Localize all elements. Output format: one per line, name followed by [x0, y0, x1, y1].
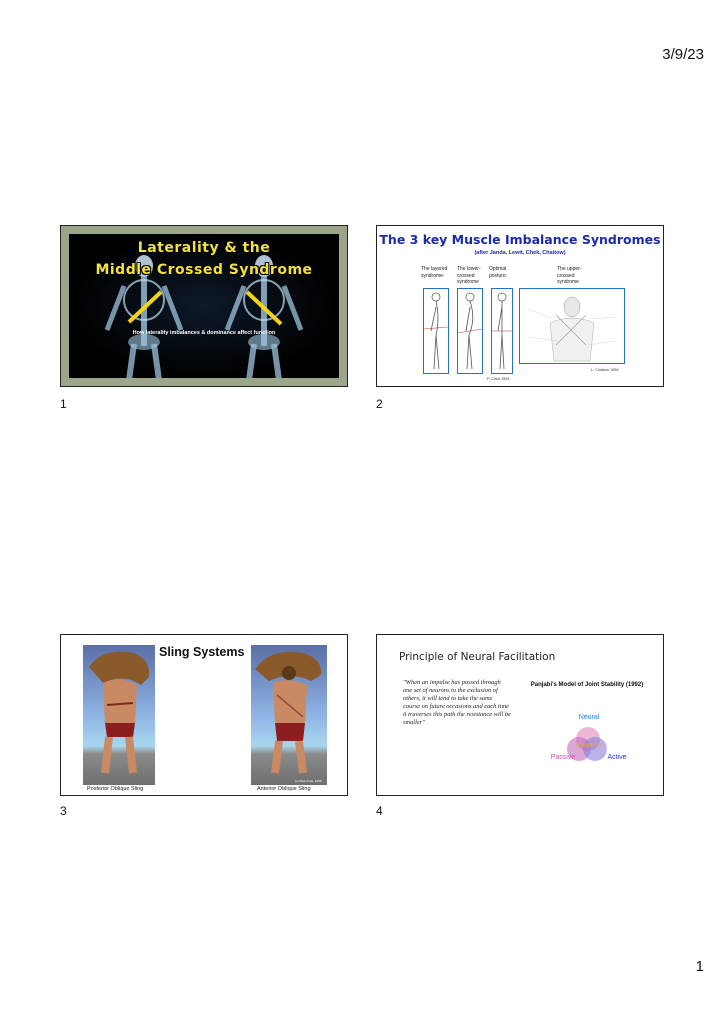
posterior-oblique-sling-image: [83, 645, 155, 785]
slide-1-background: [69, 234, 339, 378]
slide-1-number: 1: [60, 397, 67, 411]
slide-4-number: 4: [376, 804, 383, 818]
slide-2-title: The 3 key Muscle Imbalance Syndromes: [379, 232, 661, 247]
slide-3-number: 3: [60, 804, 67, 818]
slide-1-title-line1: Laterality & the: [137, 240, 271, 256]
image-credit: (c) Paul Chek, 1998: [295, 779, 322, 783]
figure-carrying-load-icon: [251, 645, 327, 785]
posture-figure-icon: [492, 289, 512, 373]
credit-chaitow: L. Chaitow 1998: [591, 368, 619, 372]
layered-syndrome-figure: [423, 288, 449, 374]
page-date: 3/9/23: [662, 46, 704, 63]
venn-circle-active: [583, 737, 607, 761]
optimal-posture-figure: [491, 288, 513, 374]
upper-crossed-figure: [519, 288, 625, 364]
credit-chek: P. Chek 1994: [487, 377, 510, 381]
neural-facilitation-quote: "When an impulse has passed through one set of neurons to the exclusion of others, it will tend to take the same course on future occasions and each time it traverses this path the resistance will be smaller": [403, 679, 511, 726]
figure-carrying-load-icon: [83, 645, 155, 785]
venn-label-active: Active: [607, 754, 627, 761]
slide-3[interactable]: [60, 634, 348, 796]
lower-crossed-figure: [457, 288, 483, 374]
venn-label-stability: STABILITY: [575, 743, 603, 749]
slide-4-title: Principle of Neural Facilitation: [399, 651, 556, 663]
label-optimal-posture: Optimal posture:: [489, 266, 508, 279]
panjabi-model-title: Panjabi's Model of Joint Stability (1992): [530, 682, 644, 688]
slide-2[interactable]: [376, 225, 664, 387]
venn-label-passive: Passive: [550, 754, 576, 761]
posture-figure-icon: [424, 289, 448, 373]
stability-venn-diagram: [533, 705, 643, 767]
label-layered-syndrome: The layered syndrome:: [421, 266, 448, 279]
caption-anterior-oblique-sling: Anterior Oblique Sling: [257, 786, 311, 792]
slide-2-number: 2: [376, 397, 383, 411]
label-lower-crossed-syndrome: The lower-crossed syndrome: [457, 266, 481, 285]
venn-label-neural: Neural: [578, 714, 600, 721]
label-upper-crossed-syndrome: The upper-crossed syndrome: [557, 266, 582, 285]
slide-1[interactable]: [60, 225, 348, 387]
anterior-oblique-sling-image: [251, 645, 327, 785]
slide-1-subtitle: How laterality imbalances & dominance affect function: [132, 330, 276, 336]
slide-4[interactable]: [376, 634, 664, 796]
posture-figure-icon: [458, 289, 482, 373]
slide-1-title-line2: Middle Crossed Syndrome: [95, 262, 313, 278]
slide-3-title: Sling Systems: [159, 645, 245, 659]
slide-2-subtitle: (after Janda, Lewit, Chek, Chaitow): [474, 250, 566, 256]
page-number: 1: [695, 958, 704, 975]
caption-posterior-oblique-sling: Posterior Oblique Sling: [87, 786, 144, 792]
upper-body-anatomy-icon: [520, 289, 624, 363]
